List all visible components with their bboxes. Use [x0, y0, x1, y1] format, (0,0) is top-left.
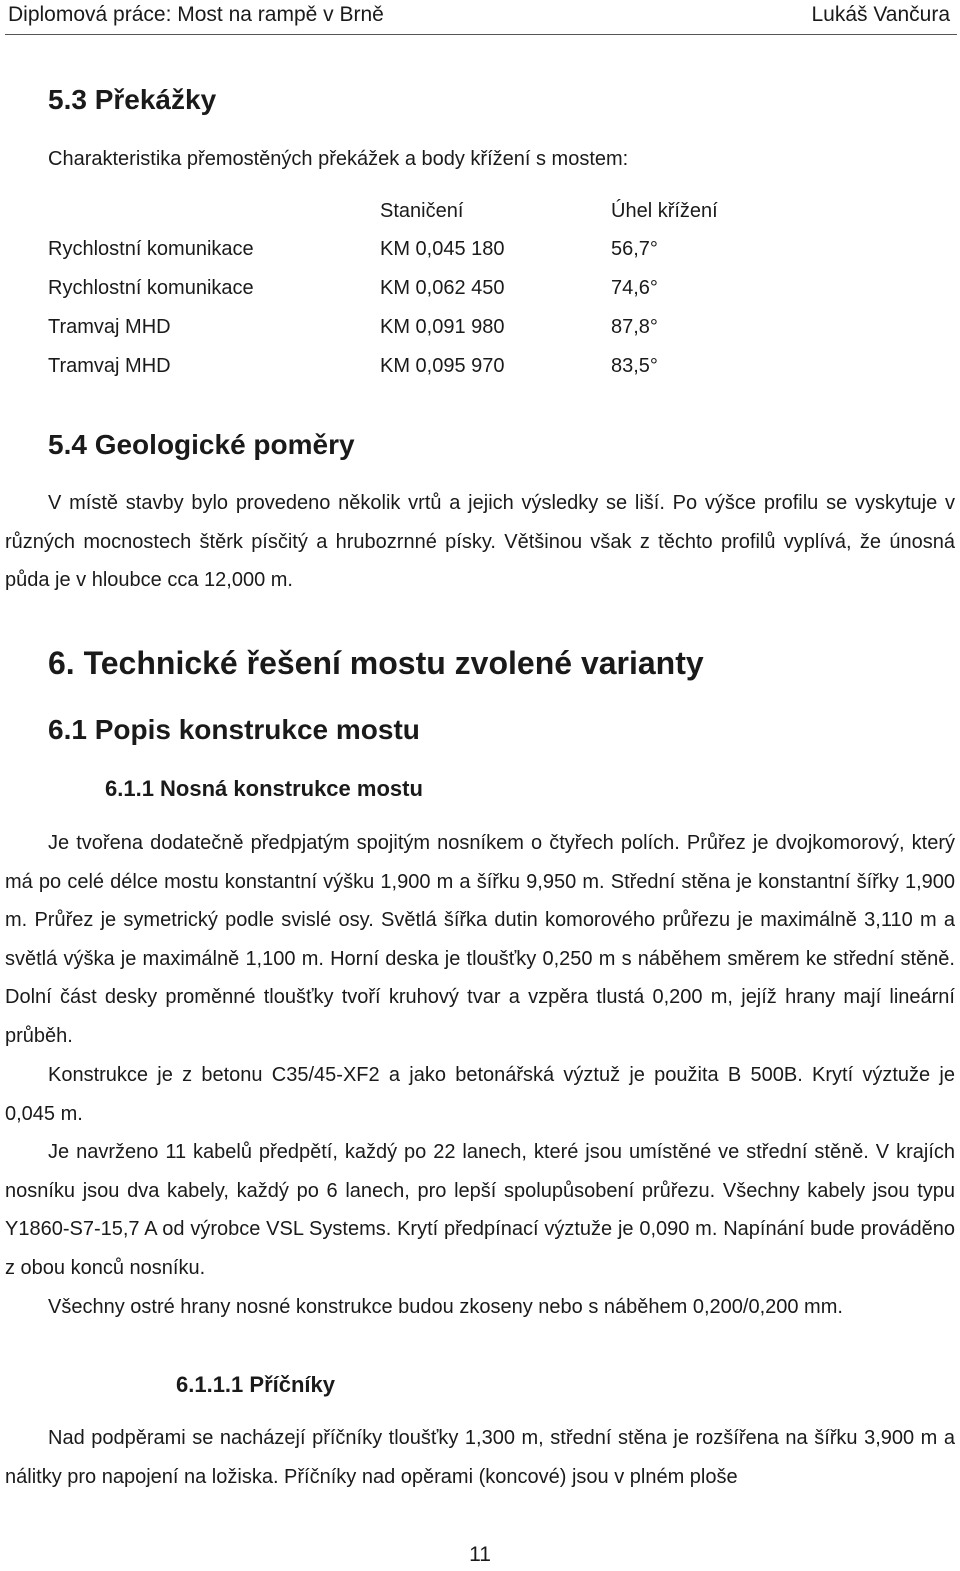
heading-6-1-1: 6.1.1 Nosná konstrukce mostu: [105, 776, 423, 801]
heading-6: 6. Technické řešení mostu zvolené varianty: [48, 645, 704, 681]
structure-paragraph-3: Je navrženo 11 kabelů předpětí, každý po 22 lanech, které jsou umístěné ve střední stěně. V krajích nosníku jsou dva kabely, každý po 6 lanech, pro lepší spolupůsobení průřezu. Všechny kabely jsou typu Y1860-S7-15,7 A od výrobce VSL Systems. Krytí předpínací výztuže je 0,090 m. Napínání bude prováděno z obou konců nosníku.: [5, 1141, 955, 1279]
header-title: Diplomová práce: Most na rampě v Brně: [8, 3, 384, 26]
structure-paragraph-2: Konstrukce je z betonu C35/45-XF2 a jako betonářská výztuž je použita B 500B. Krytí výztuže je 0,045 m.: [5, 1064, 955, 1125]
column-header-station: Staničení: [380, 200, 464, 222]
structure-paragraph-4: Všechny ostré hrany nosné konstrukce budou zkoseny nebo s náběhem 0,200/0,200 mm.: [48, 1296, 843, 1318]
obstacles-intro: Charakteristika přemostěných překážek a body křížení s mostem:: [48, 148, 629, 170]
header-divider: [5, 34, 957, 35]
row-angle: 74,6°: [611, 277, 658, 299]
heading-5-3: 5.3 Překážky: [48, 84, 217, 115]
row-name: Rychlostní komunikace: [48, 277, 254, 299]
row-station: KM 0,091 980: [380, 316, 505, 338]
crossbeams-paragraph: Nad podpěrami se nacházejí příčníky tloušťky 1,300 m, střední stěna je rozšířena na šířku 3,900 m a nálitky pro napojení na ložiska. Příčníky nad opěrami (koncové) jsou v plném ploše: [5, 1427, 955, 1488]
geology-paragraph: V místě stavby bylo provedeno několik vrtů a jejich výsledky se liší. Po výšce profilu se vyskytuje v různých mocnostech štěrk písčitý a hrubozrnné písky. Většinou však z těchto profilů vyplívá, že únosná půda je v hloubce cca 12,000 m.: [5, 492, 955, 592]
row-station: KM 0,095 970: [380, 355, 505, 377]
page-number: 11: [469, 1543, 491, 1566]
row-name: Tramvaj MHD: [48, 316, 171, 338]
row-name: Tramvaj MHD: [48, 355, 171, 377]
row-name: Rychlostní komunikace: [48, 238, 254, 260]
header-author: Lukáš Vančura: [811, 3, 950, 26]
heading-5-4: 5.4 Geologické poměry: [48, 429, 355, 460]
row-angle: 56,7°: [611, 238, 658, 260]
row-station: KM 0,062 450: [380, 277, 505, 299]
row-angle: 83,5°: [611, 355, 658, 377]
structure-paragraph-1: Je tvořena dodatečně předpjatým spojitým nosníkem o čtyřech polích. Průřez je dvojkomorový, který má po celé délce mostu konstantní výšku 1,900 m a šířku 9,950 m. Střední stěna je konstantní šířky 1,900 m. Průřez je symetrický podle svislé osy. Světlá šířka dutin komorového průřezu je maximálně 3,110 m a světlá výška je maximálně 1,100 m. Horní deska je tloušťky 0,250 m s náběhem směrem ke střední stěně. Dolní část desky proměnné tloušťky tvoří kruhový tvar a vzpěra tlustá 0,200 m, jejíž hrany mají lineární průběh.: [5, 832, 955, 1047]
heading-6-1-1-1: 6.1.1.1 Příčníky: [176, 1372, 335, 1397]
column-header-angle: Úhel křížení: [611, 200, 718, 222]
page-header: [0, 0, 960, 34]
heading-6-1: 6.1 Popis konstrukce mostu: [48, 714, 420, 745]
row-station: KM 0,045 180: [380, 238, 505, 260]
row-angle: 87,8°: [611, 316, 658, 338]
